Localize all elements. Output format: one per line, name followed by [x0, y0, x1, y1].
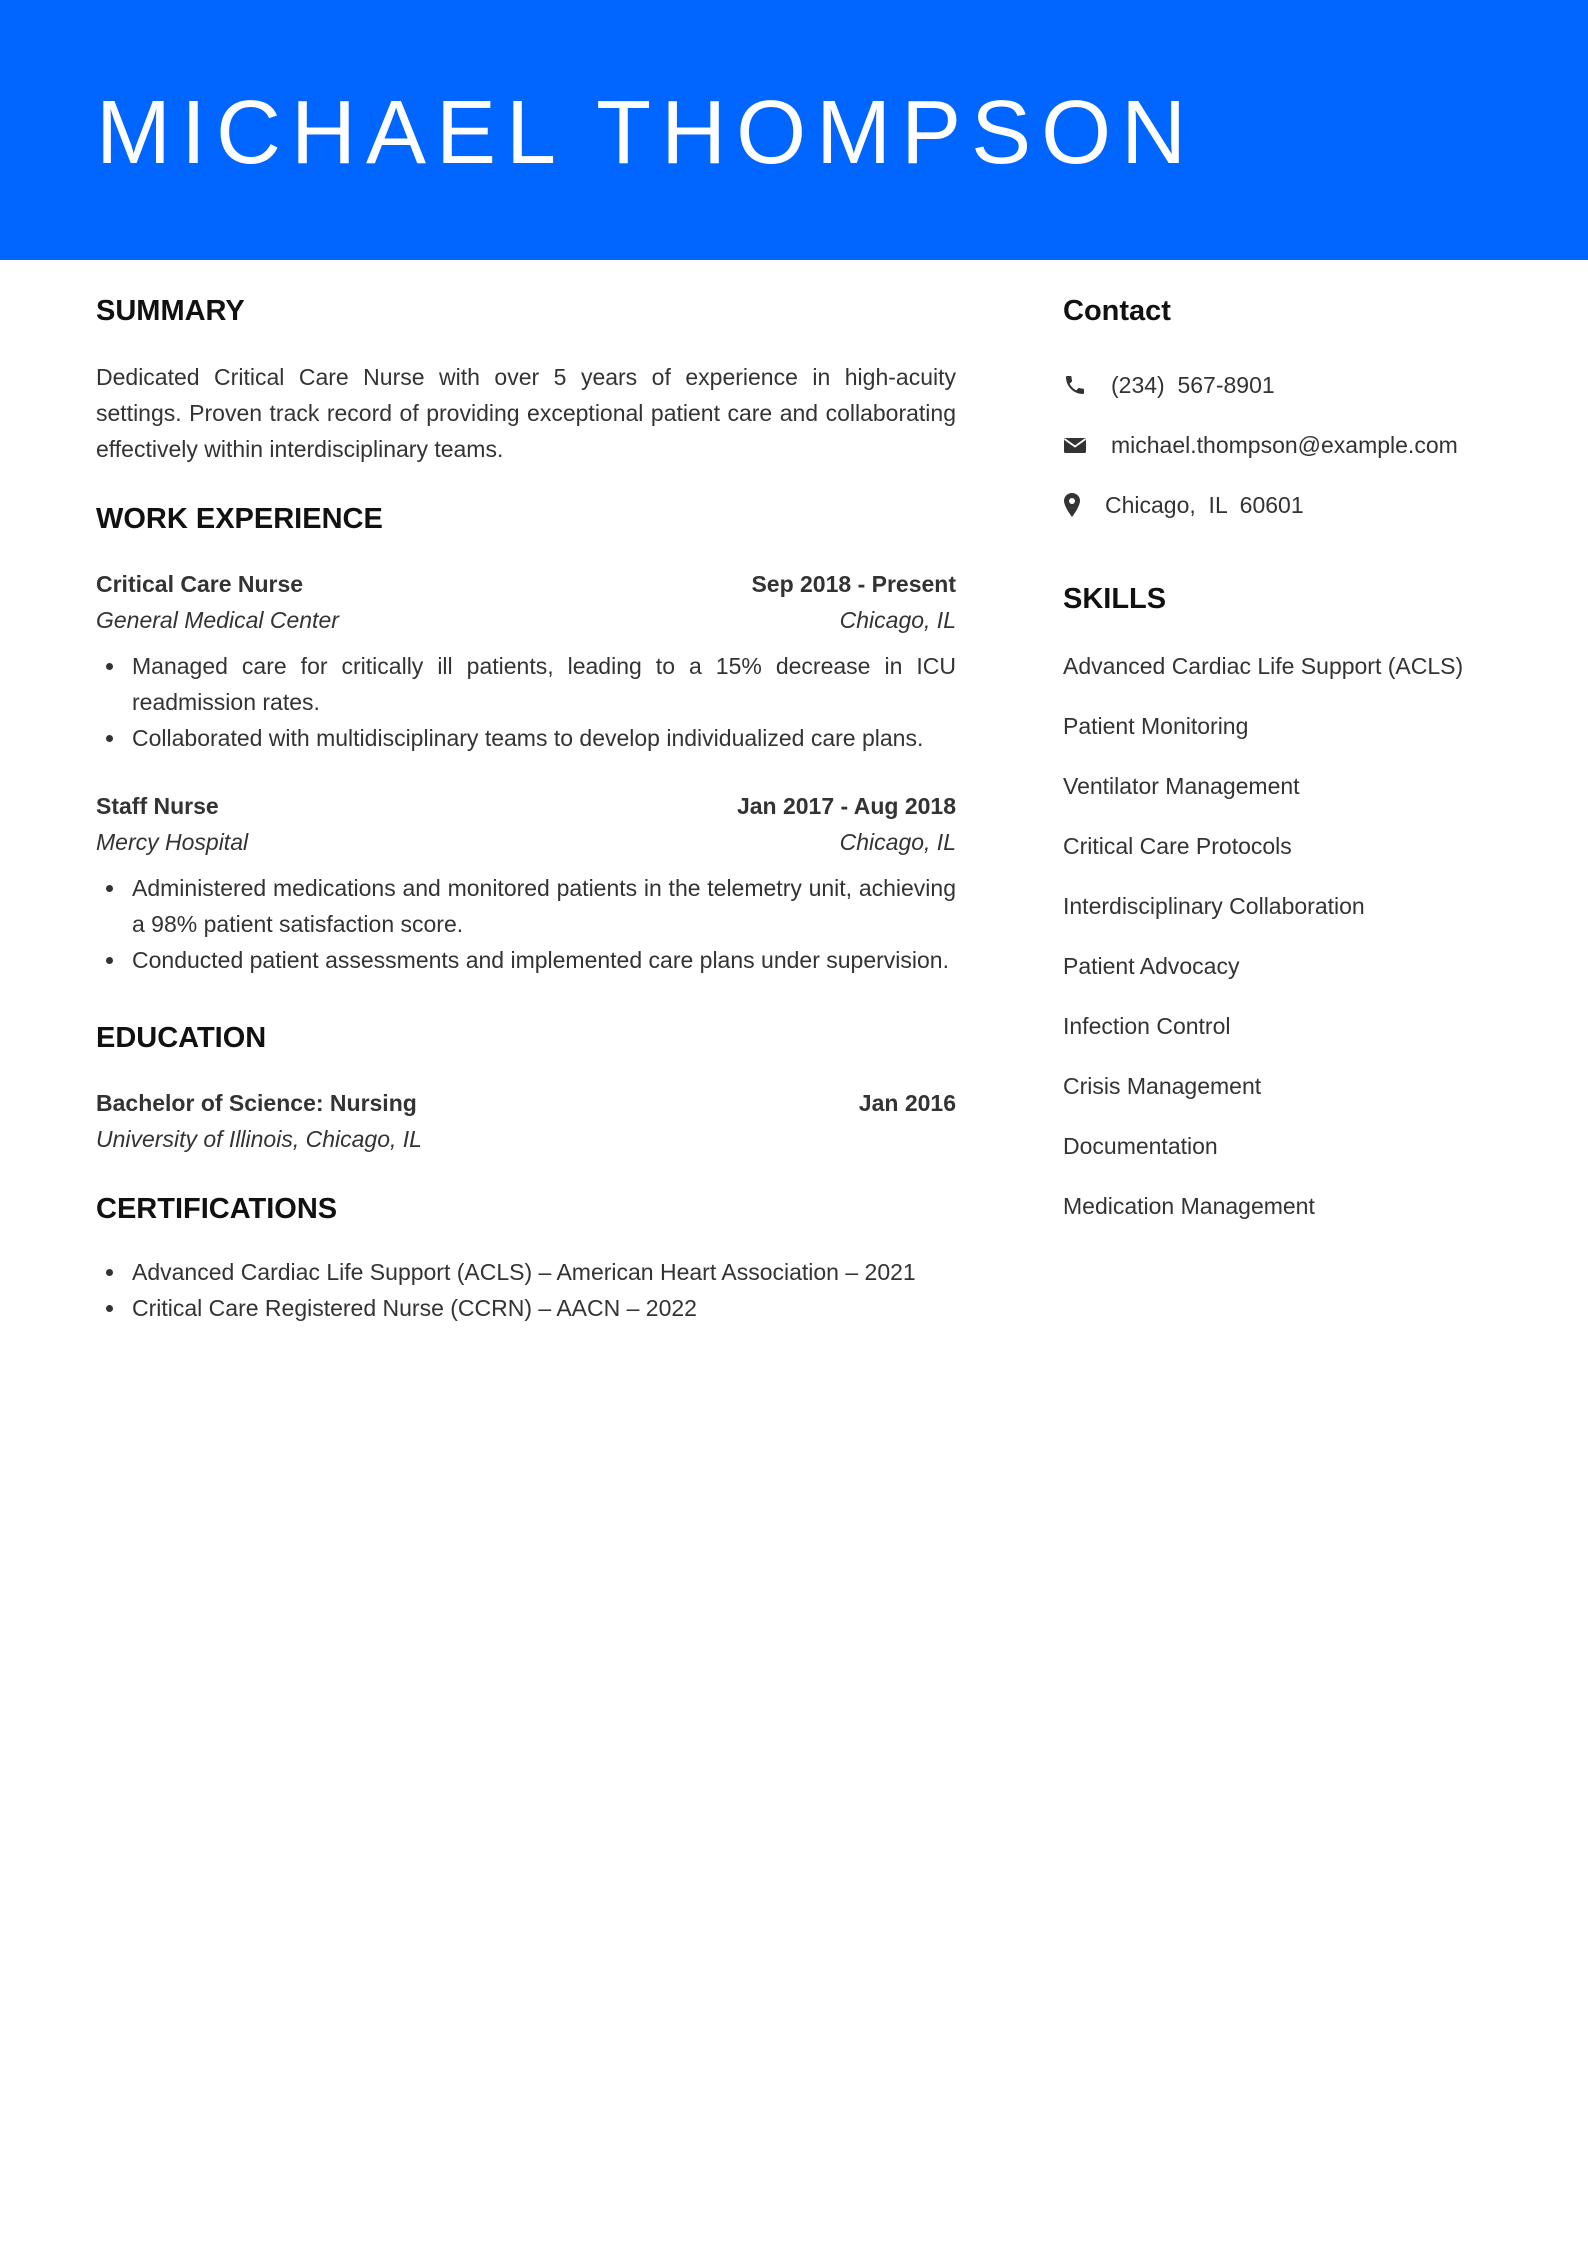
map-pin-icon: [1063, 493, 1081, 517]
job-bullet: Collaborated with multidisciplinary teams to develop individualized care plans.: [96, 720, 956, 756]
summary-text: Dedicated Critical Care Nurse with over 5 years of experience in high-acuity settings. Proven track record of providing exceptional patient care and collaborating effectively within interdisciplinary teams.: [96, 364, 956, 462]
contact-phone: [1063, 355, 1533, 415]
job-header-row: [96, 788, 956, 824]
job-location: Chicago, IL: [839, 607, 956, 633]
job-header-row: [96, 566, 956, 602]
skill-item: Patient Advocacy: [1063, 953, 1240, 979]
main-column: [96, 260, 956, 1326]
skill-item: Patient Monitoring: [1063, 713, 1249, 739]
job-dates: Sep 2018 - Present: [751, 571, 956, 597]
phone-number[interactable]: (234) 567-8901: [1111, 372, 1275, 398]
certification-item: Critical Care Registered Nurse (CCRN) – AACN – 2022: [96, 1290, 956, 1326]
job-employer-row: [96, 824, 956, 860]
email-address[interactable]: michael.thompson@example.com: [1111, 432, 1458, 458]
job-title: Critical Care Nurse: [96, 571, 304, 597]
job-dates: Jan 2017 - Aug 2018: [736, 793, 956, 819]
certification-item: Advanced Cardiac Life Support (ACLS) – American Heart Association – 2021: [96, 1254, 956, 1290]
skill-item: Medication Management: [1063, 1193, 1315, 1219]
education-date: Jan 2016: [858, 1090, 956, 1116]
contact-heading: Contact: [1063, 295, 1171, 327]
job-bullet: Conducted patient assessments and implemented care plans under supervision.: [96, 942, 956, 978]
envelope-icon: [1063, 433, 1087, 457]
address: Chicago, IL 60601: [1105, 492, 1304, 518]
phone-icon: [1063, 373, 1087, 397]
job-title: Staff Nurse: [96, 793, 219, 819]
job-bullet: Managed care for critically ill patients, leading to a 15% decrease in ICU readmission rates.: [96, 648, 956, 720]
education-header-row: [96, 1085, 956, 1121]
contact-list: [1063, 355, 1533, 535]
degree: Bachelor of Science: Nursing: [96, 1090, 417, 1116]
skill-item: Crisis Management: [1063, 1073, 1262, 1099]
header-banner: [0, 0, 1588, 260]
skill-item: Ventilator Management: [1063, 773, 1300, 799]
job-bullet: Administered medications and monitored patients in the telemetry unit, achieving a 98% patient satisfaction score.: [96, 870, 956, 942]
summary-heading: SUMMARY: [96, 295, 245, 327]
job-employer-row: [96, 602, 956, 638]
skill-item: Infection Control: [1063, 1013, 1231, 1039]
job-bullets: [96, 648, 956, 756]
education-school-row: [96, 1121, 956, 1157]
contact-email: [1063, 415, 1533, 475]
job-employer: Mercy Hospital: [96, 829, 249, 855]
certifications-list: [96, 1254, 956, 1326]
sidebar-column: [1063, 260, 1533, 1236]
skill-item: Documentation: [1063, 1133, 1218, 1159]
candidate-name: MICHAEL THOMPSON: [96, 83, 1197, 183]
job-location: Chicago, IL: [839, 829, 956, 855]
work-experience-heading: WORK EXPERIENCE: [96, 503, 383, 535]
education-entry: [96, 1085, 956, 1157]
certifications-heading: CERTIFICATIONS: [96, 1193, 338, 1225]
job-bullets: [96, 870, 956, 978]
skill-item: Critical Care Protocols: [1063, 833, 1292, 859]
skill-item: Interdisciplinary Collaboration: [1063, 893, 1365, 919]
contact-address: [1063, 475, 1533, 535]
job-entry: [96, 566, 956, 756]
skills-list: [1063, 636, 1533, 1236]
school: University of Illinois, Chicago, IL: [96, 1126, 422, 1152]
education-heading: EDUCATION: [96, 1022, 267, 1054]
job-entry: [96, 788, 956, 978]
skills-heading: SKILLS: [1063, 583, 1167, 615]
job-employer: General Medical Center: [96, 607, 339, 633]
skill-item: Advanced Cardiac Life Support (ACLS): [1063, 653, 1464, 679]
